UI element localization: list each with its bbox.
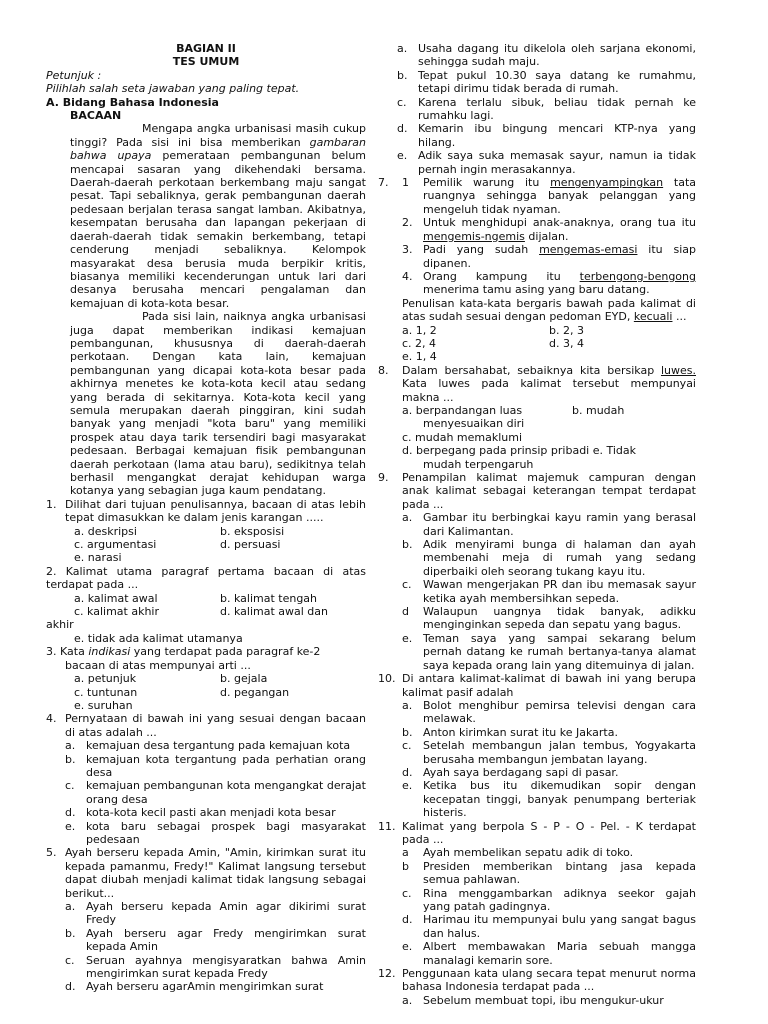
option[interactable]: e. narasi: [74, 551, 122, 565]
option[interactable]: [402, 779, 696, 819]
option[interactable]: [402, 913, 696, 940]
option[interactable]: d. berpegang pada prinsip pribadi e. Tidak: [402, 444, 637, 458]
option[interactable]: [402, 538, 696, 578]
option-letter: e.: [402, 631, 413, 645]
question-11-options: [378, 846, 696, 967]
option-text: Ketika bus itu dikemudikan sopir dengan kecepatan tinggi, banyak penumpang berteriak histeris.: [423, 779, 696, 820]
question-7-options: [402, 324, 696, 364]
question-4-options: [46, 739, 366, 846]
question-12-options: [378, 994, 696, 1007]
option-letter: b.: [65, 926, 76, 940]
option[interactable]: c. tuntunan: [74, 685, 138, 699]
option-letter: e.: [397, 149, 408, 163]
option-letter: e.: [65, 819, 76, 833]
question-3-options: [46, 672, 366, 712]
instructions-label: Petunjuk :: [46, 68, 102, 82]
option[interactable]: b. 2, 3: [549, 323, 584, 337]
option-letter: a.: [65, 900, 76, 913]
option-continuation: menyesuaikan diri: [423, 417, 525, 431]
question-7-stem: Penulisan kata-kata bergaris bawah pada kalimat di atas sudah sesuai dengan pedoman EYD, kecuali ...: [402, 296, 696, 324]
option-letter: a.: [402, 993, 413, 1007]
option[interactable]: d. pegangan: [220, 685, 290, 699]
option-continuation: mudah terpengaruh: [423, 457, 534, 471]
option[interactable]: d. 3, 4: [549, 336, 584, 350]
option[interactable]: c. argumentasi: [74, 538, 157, 552]
option-text: Ayah berseru agarAmin mengirimkan surat: [86, 980, 324, 994]
option[interactable]: [65, 779, 366, 806]
option[interactable]: [402, 578, 696, 605]
question-7: 7. 1 Pemilik warung itu mengenyampingkan tata ruangnya sehingga banyak pelanggan yang mengeluh tidak nyaman. 2. Untuk menghidupi anak-anaknya, orang tua itu mengemis-ngemis dijalan. 3. Padi yang sudah mengemas-emasi itu siap dipanen. 4. Orang kampung itu terbengong-bengong menerima tamu asing yang baru datang. Penulisan kata-kata bergaris bawah pada kalimat di atas sudah sesuai dengan pedoman EYD, kecuali ... a. 1, 2 b. 2, 3 c. 2, 4 d. 3, 4 e. 1, 4: [378, 176, 696, 364]
statement: 1 Pemilik warung itu mengenyampingkan tata ruangnya sehingga banyak pelanggan yang mengeluh tidak nyaman.: [402, 176, 696, 216]
option-letter: d.: [402, 765, 413, 779]
option[interactable]: [397, 122, 696, 149]
question-3: 3. Kata indikasi yang terdapat pada paragraf ke-2: [46, 645, 321, 659]
option-text: Wawan mengerjakan PR dan ibu memasak sayur ketika ayah membersihkan sepeda.: [423, 578, 696, 605]
option[interactable]: [65, 820, 366, 847]
option[interactable]: [402, 739, 696, 766]
option-text: Walaupun uangnya tidak banyak, adikku menginginkan sepeda dan sepatu yang bagus.: [423, 605, 696, 632]
option-letter: c.: [65, 953, 75, 967]
option-text: kemajuan desa tergantung pada kemajuan kota: [86, 739, 351, 753]
question-2: 2. Kalimat utama paragraf pertama bacaan di atas terdapat pada ...: [46, 564, 366, 592]
option-letter: b.: [65, 752, 76, 766]
option-letter: c.: [397, 95, 407, 109]
option-letter: c.: [402, 886, 412, 900]
option-text: Usaha dagang itu dikelola oleh sarjana ekonomi, sehingga sudah maju.: [418, 42, 696, 69]
question-10: 10. Di antara kalimat-kalimat di bawah ini yang berupa kalimat pasif adalah: [378, 672, 696, 699]
right-column: [378, 42, 696, 1007]
option-text: kemajuan pembangunan kota mengangkat derajat orang desa: [86, 779, 366, 806]
option[interactable]: [402, 846, 696, 859]
question-1: 1. Dilihat dari tujuan penulisannya, bacaan di atas lebih tepat dimasukkan ke dalam jenis karangan .....: [46, 497, 366, 525]
section-title: BAGIAN II: [176, 42, 236, 55]
option-text: Ayah saya berdagang sapi di pasar.: [423, 765, 619, 779]
option-letter: b: [402, 859, 409, 873]
option-text: Setelah membangun jalan tembus, Yogyakarta berusaha membangun jembatan layang.: [423, 739, 696, 766]
question-1-options: [46, 525, 366, 565]
option-letter: a.: [402, 698, 413, 712]
question-5: 5. Ayah berseru kepada Amin, "Amin, kirimkan surat itu kepada pamanmu, Fredy!" Kalimat langsung tersebut dapat diubah menjadi kalimat tidak langsung sebagai berikut...: [46, 846, 366, 900]
question-10-options: [378, 699, 696, 820]
option-letter: b.: [402, 538, 413, 552]
option-text: kota baru sebagai prospek bagi masyarakat pedesaan: [86, 819, 366, 846]
instructions-text: Pilihlah salah seta jawaban yang paling tepat.: [46, 82, 300, 96]
section-a-heading: A. Bidang Bahasa Indonesia: [46, 95, 219, 109]
option[interactable]: [402, 994, 696, 1007]
option-letter: b.: [402, 725, 413, 739]
option-text: Gambar itu berbingkai kayu ramin yang berasal dari Kalimantan.: [423, 511, 696, 538]
option-text: Albert membawakan Maria sebuah mangga manalagi kemarin sore.: [423, 940, 696, 967]
option[interactable]: [65, 753, 366, 780]
option-letter: a.: [402, 511, 413, 525]
option[interactable]: [65, 980, 366, 993]
question-3-continued: bacaan di atas mempunyai arti ...: [65, 658, 251, 672]
reading-paragraph-1: Mengapa angka urbanisasi masih cukup tinggi? Pada sisi ini bisa memberikan gambaran bahwa upaya pemerataan pembangunan belum mencapai sasaran yang dikehendaki bersama. Daerah-daerah perkotaan berkembang maju sangat pesat. Tapi sebaliknya, gerak pembangunan daerah pedesaan berjalan terasa sangat lamban. Akibatnya, kesempatan berusaha dan lapangan pekerjaan di daerah-daerah tidak semakin berkembang, tetapi cenderung menjadi sebaliknya. Kelompok masyarakat desa berusia muda berpikir kritis, biasanya memiliki kecenderungan untuk lari dari desanya berusaha mencari pengalaman dan kemajuan di kota-kota besar.: [70, 122, 367, 310]
option-text: Teman saya yang sampai sekarang belum pernah datang ke rumah bertanya-tanya alamat saya kepada orang lain yang ditemuinya di jalan.: [423, 631, 696, 672]
option[interactable]: [402, 605, 696, 632]
option-letter: d.: [402, 913, 413, 927]
option[interactable]: a. 1, 2: [402, 323, 437, 337]
option[interactable]: [65, 900, 366, 927]
option-text: Rina menggambarkan adiknya seekor gajah yang patah gadingnya.: [423, 886, 696, 913]
option-text: Ayah membelikan sepatu adik di toko.: [423, 846, 634, 860]
option-text: Adik saya suka memasak sayur, namun ia tidak pernah ingin merasakannya.: [418, 149, 696, 176]
question-8: 8. Dalam bersahabat, sebaiknya kita bersikap luwes. Kata luwes pada kalimat tersebut mempunyai makna ... a. berpandangan luas b. mudah menyesuaikan diri c. mudah memaklumi d. berpegang pada prinsip pribadi e. Tidak mudah terpengaruh: [378, 363, 696, 471]
option-text: Ayah berseru kepada Amin agar dikirimi surat Fredy: [86, 900, 366, 927]
question-5-options: [46, 900, 366, 994]
reading-paragraph-2: Pada sisi lain, naiknya angka urbanisasi juga dapat memberikan indikasi kemajuan pembangunan, khususnya di daerah-daerah perkotaan. Dengan kata lain, kemajuan pembangunan yang dicapai kota-kota besar pada akhirnya menetes ke kota-kota kecil atau sedang yang berada di sekitarnya. Kota-kota kecil yang semula merupakan daerah pinggiran, kini sudah banyak yang menjadi "kota baru" yang memiliki prospek atau daya tarik tersendiri bagi masyarakat pedesaan. Berbagai kemajuan fisik pembangunan daerah perkotaan (lama atau baru), sedikitnya telah berhasil mengangkat derajat kehidupan warga kotanya yang sebagian juga kaum pendatang.: [70, 310, 366, 498]
option[interactable]: [402, 860, 696, 887]
option-letter: a.: [65, 739, 76, 753]
option-text: Bolot menghibur pemirsa televisi dengan cara melawak.: [423, 698, 696, 726]
option[interactable]: [65, 927, 366, 954]
option[interactable]: [65, 954, 366, 981]
option-text: Presiden memberikan bintang jasa kepada semua pahlawan.: [423, 859, 696, 887]
option[interactable]: e. tidak ada kalimat utamanya: [74, 631, 243, 645]
option[interactable]: [397, 149, 696, 176]
option-letter: d: [402, 605, 409, 619]
option[interactable]: [397, 69, 696, 96]
option-text: Tepat pukul 10.30 saya datang ke rumahmu, tetapi dirimu tidak berada di rumah.: [418, 68, 696, 96]
option[interactable]: [402, 940, 696, 967]
option[interactable]: c. kalimat akhir: [74, 605, 159, 619]
option[interactable]: [65, 739, 366, 752]
option[interactable]: a. petunjuk: [74, 672, 137, 686]
option-continuation: akhir: [46, 618, 74, 632]
option[interactable]: [402, 632, 696, 672]
option[interactable]: [402, 726, 696, 739]
option-letter: e.: [402, 940, 413, 954]
option-letter: b.: [397, 68, 408, 82]
question-12: 12. Penggunaan kata ulang secara tepat menurut norma bahasa Indonesia terdapat pada ...: [378, 967, 696, 994]
option-text: Seruan ayahnya mengisyaratkan bahwa Amin mengirimkan surat kepada Fredy: [86, 953, 366, 981]
option[interactable]: b. kalimat tengah: [220, 591, 318, 605]
option[interactable]: a. berpandangan luas: [402, 403, 523, 417]
option[interactable]: b. eksposisi: [220, 524, 285, 538]
question-11: 11. Kalimat yang berpola S - P - O - Pel. - K terdapat pada ...: [378, 819, 696, 846]
option-letter: a.: [397, 42, 408, 55]
question-6-options: [378, 42, 696, 176]
option-text: Sebelum membuat topi, ibu mengukur-ukur: [423, 993, 664, 1007]
option-text: Harimau itu mempunyai bulu yang sangat bagus dan halus.: [423, 913, 696, 940]
option-letter: a: [402, 846, 409, 860]
option-text: kota-kota kecil pasti akan menjadi kota besar: [86, 806, 336, 820]
option[interactable]: c. mudah memaklumi: [402, 430, 523, 444]
option-letter: c.: [65, 779, 75, 793]
reading-heading: BACAAN: [70, 109, 122, 123]
option[interactable]: e. 1, 4: [402, 350, 437, 364]
option-text: kemajuan kota tergantung pada perhatian orang desa: [86, 752, 366, 779]
option[interactable]: c. 2, 4: [402, 336, 437, 350]
option[interactable]: [402, 766, 696, 779]
question-4: 4. Pernyataan di bawah ini yang sesuai dengan bacaan di atas adalah ...: [46, 712, 366, 739]
option-letter: d.: [65, 806, 76, 820]
option[interactable]: a. deskripsi: [74, 524, 137, 538]
option-letter: e.: [402, 779, 413, 793]
option[interactable]: [402, 887, 696, 914]
option[interactable]: b. gejala: [220, 672, 268, 686]
option-text: Karena terlalu sibuk, beliau tidak pernah ke rumahku lagi.: [418, 95, 696, 123]
statement: 3. Padi yang sudah mengemas-emasi itu siap dipanen.: [402, 243, 696, 270]
statement: 2. Untuk menghidupi anak-anaknya, orang tua itu mengemis-ngemis dijalan.: [402, 216, 696, 243]
option[interactable]: d. persuasi: [220, 538, 281, 552]
option[interactable]: d. kalimat awal dan: [220, 605, 328, 619]
option[interactable]: [402, 511, 696, 538]
option[interactable]: a. kalimat awal: [74, 591, 158, 605]
section-subtitle: TES UMUM: [172, 55, 240, 69]
option-letter: d.: [397, 122, 408, 136]
left-column: [46, 42, 366, 994]
question-2-options: [46, 592, 366, 646]
option-text: Ayah berseru agar Fredy mengirimkan surat kepada Amin: [86, 926, 366, 954]
option-letter: c.: [402, 578, 412, 592]
option-text: Adik menyirami bunga di halaman dan ayah membenahi meja di rumah yang sedang diperbaiki oleh seorang tukang kayu itu.: [423, 538, 696, 578]
option[interactable]: e. suruhan: [74, 698, 133, 712]
option[interactable]: [397, 42, 696, 69]
question-9: 9. Penampilan kalimat majemuk campuran dengan anak kalimat sebagai keterangan tempat terdapat pada ...: [378, 471, 696, 511]
option[interactable]: [397, 96, 696, 123]
option-letter: d.: [65, 980, 76, 994]
option-text: Anton kirimkan surat itu ke Jakarta.: [423, 725, 618, 739]
option[interactable]: [65, 806, 366, 819]
question-9-options: [378, 511, 696, 672]
option[interactable]: [402, 699, 696, 726]
option-text: Kemarin ibu bingung mencari KTP-nya yang hilang.: [418, 122, 696, 149]
statement: 4. Orang kampung itu terbengong-bengong menerima tamu asing yang baru datang.: [402, 269, 696, 297]
option[interactable]: b. mudah: [572, 403, 625, 417]
option-letter: c.: [402, 739, 412, 753]
